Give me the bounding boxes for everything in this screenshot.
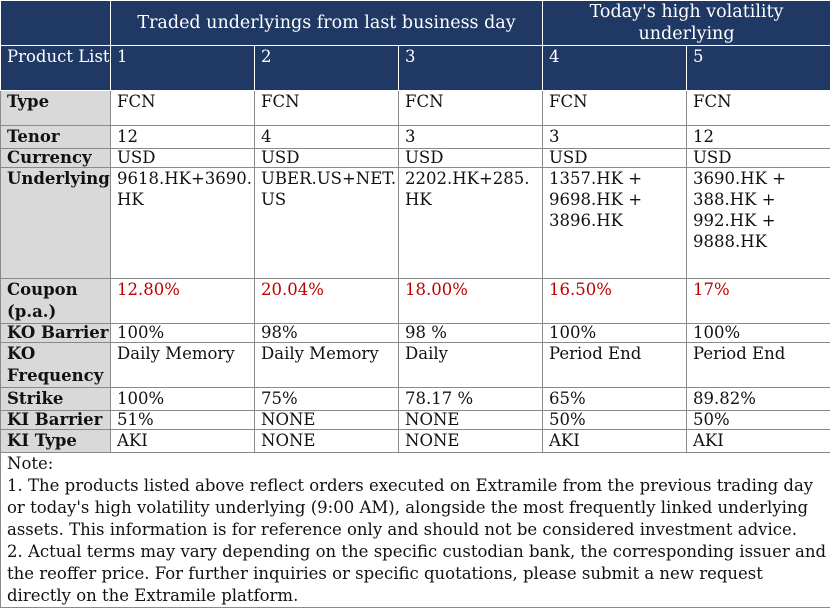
coupon-value: 17% [687, 279, 830, 324]
table-cell: Period End [543, 343, 687, 388]
table-cell: NONE [255, 411, 399, 430]
product-list-label: Product List [1, 46, 111, 91]
table-cell: 3 [543, 126, 687, 149]
table-row-type [1, 91, 830, 126]
table-row-ko-frequency [1, 343, 830, 388]
table-cell: 78.17 % [399, 388, 543, 411]
table-cell: FCN [399, 91, 543, 126]
table-cell: FCN [543, 91, 687, 126]
table-cell: USD [399, 149, 543, 168]
table-cell: 89.82% [687, 388, 830, 411]
table-cell: USD [111, 149, 255, 168]
table-cell: USD [255, 149, 399, 168]
table-row-ki-type [1, 430, 830, 453]
table-row-strike [1, 388, 830, 411]
table-cell: 3690.HK + 388.HK + 992.HK + 9888.HK [687, 168, 830, 279]
table-cell: Daily Memory [255, 343, 399, 388]
coupon-value: 18.00% [399, 279, 543, 324]
table-cell: 100% [687, 324, 830, 343]
table-cell: 12 [111, 126, 255, 149]
coupon-value: 12.80% [111, 279, 255, 324]
table-cell: FCN [111, 91, 255, 126]
table-row-underlying [1, 168, 830, 279]
header-group-volatility: Today's high volatility underlying [543, 1, 830, 46]
note-title: Note: [7, 453, 830, 475]
table-cell: 75% [255, 388, 399, 411]
table-cell: NONE [399, 411, 543, 430]
table-cell: 100% [111, 324, 255, 343]
table-row-ko-barrier [1, 324, 830, 343]
table-cell: 100% [543, 324, 687, 343]
header-number-row [1, 46, 830, 91]
table-cell: 3 [399, 126, 543, 149]
table-cell: 100% [111, 388, 255, 411]
table-cell: 9618.HK+3690.HK [111, 168, 255, 279]
table-cell: 4 [255, 126, 399, 149]
table-cell: USD [687, 149, 830, 168]
table-cell: 51% [111, 411, 255, 430]
row-label: KO Barrier [1, 324, 111, 343]
table-cell: Period End [687, 343, 830, 388]
header-group-traded: Traded underlyings from last business day [111, 1, 543, 46]
table-cell: FCN [687, 91, 830, 126]
header-group-row [1, 1, 830, 46]
table-cell: NONE [399, 430, 543, 453]
row-label: KO Frequency [1, 343, 111, 388]
table-cell: NONE [255, 430, 399, 453]
table-cell: AKI [687, 430, 830, 453]
table-cell: Daily Memory [111, 343, 255, 388]
note-item-2: 2. Actual terms may vary depending on the specific custodian bank, the corresponding issuer and the reoffer price. For further inquiries or specific quotations, please submit a new request directly on the Extramile platform. [7, 541, 830, 607]
note-item-1: 1. The products listed above reflect orders executed on Extramile from the previous trading day or today's high volatility underlying (9:00 AM), alongside the most frequently linked underlying assets. This information is for reference only and should not be considered investment advice. [7, 475, 830, 541]
coupon-value: 16.50% [543, 279, 687, 324]
row-label: KI Barrier [1, 411, 111, 430]
table-cell: 12 [687, 126, 830, 149]
table-cell: AKI [111, 430, 255, 453]
table-cell: Daily [399, 343, 543, 388]
product-number: 1 [111, 46, 255, 91]
coupon-value: 20.04% [255, 279, 399, 324]
table-cell: FCN [255, 91, 399, 126]
table-row-coupon [1, 279, 830, 324]
table-cell: USD [543, 149, 687, 168]
table-cell: AKI [543, 430, 687, 453]
notes-cell [1, 453, 830, 608]
notes-row [1, 453, 830, 608]
row-label: Coupon (p.a.) [1, 279, 111, 324]
table-cell: 98 % [399, 324, 543, 343]
table-cell: 1357.HK + 9698.HK + 3896.HK [543, 168, 687, 279]
product-number: 2 [255, 46, 399, 91]
row-label: Underlying [1, 168, 111, 279]
product-number: 4 [543, 46, 687, 91]
table-cell: 50% [687, 411, 830, 430]
table-row-currency [1, 149, 830, 168]
table-cell: 65% [543, 388, 687, 411]
table-cell: 50% [543, 411, 687, 430]
table-cell: UBER.US+NET.US [255, 168, 399, 279]
row-label: Strike [1, 388, 111, 411]
table-cell: 2202.HK+285.HK [399, 168, 543, 279]
row-label: Currency [1, 149, 111, 168]
table-row-ki-barrier [1, 411, 830, 430]
product-number: 5 [687, 46, 830, 91]
row-label: KI Type [1, 430, 111, 453]
table-cell: 98% [255, 324, 399, 343]
product-number: 3 [399, 46, 543, 91]
table-row-tenor [1, 126, 830, 149]
row-label: Type [1, 91, 111, 126]
row-label: Tenor [1, 126, 111, 149]
header-corner [1, 1, 111, 46]
